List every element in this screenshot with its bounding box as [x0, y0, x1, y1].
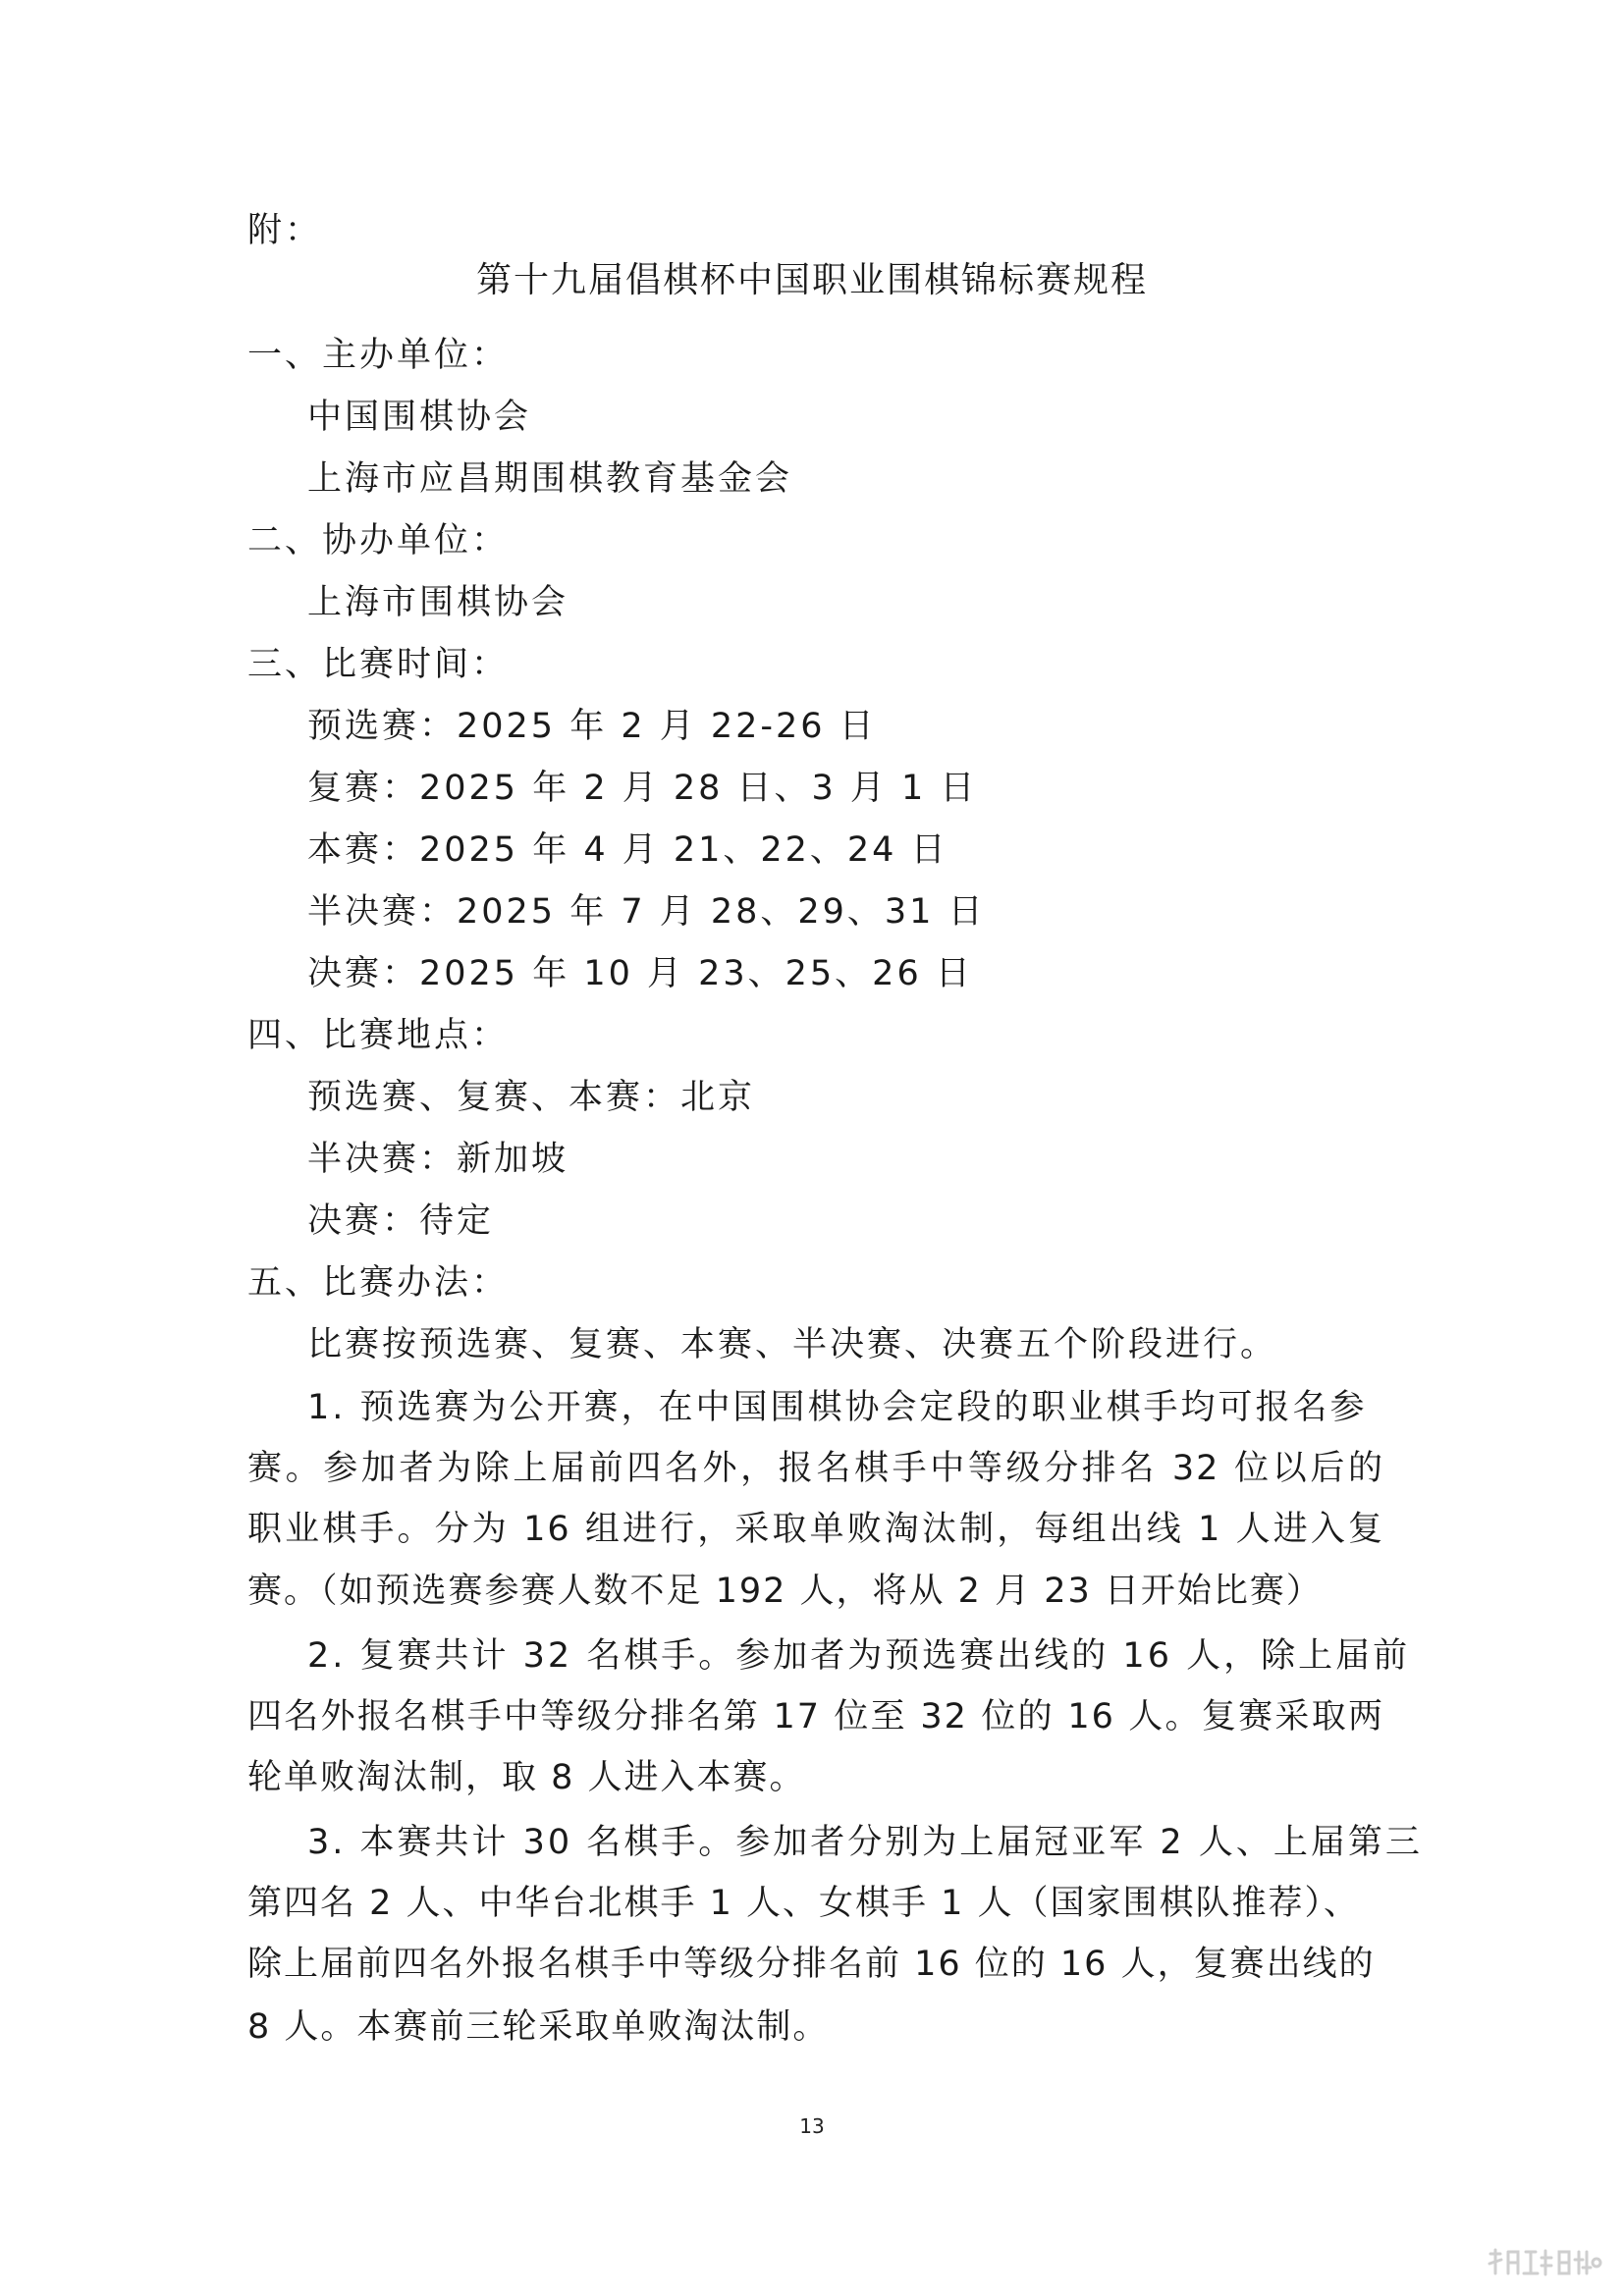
co-organizer-item: 上海市围棋协会 [307, 583, 569, 622]
method-p3-line: 第四名 2 人、中华台北棋手 1 人、女棋手 1 人（国家围棋队推荐）、 [247, 1884, 1361, 1923]
time-item: 本赛：2025 年 4 月 21、22、24 日 [307, 830, 948, 870]
organizer-item: 上海市应昌期围棋教育基金会 [307, 459, 793, 499]
page-number: 13 [799, 2114, 825, 2138]
method-p3-line: 3. 本赛共计 30 名棋手。参加者分别为上届冠亚军 2 人、上届第三 [307, 1823, 1423, 1862]
method-p2-line: 轮单败淘汰制，取 8 人进入本赛。 [247, 1758, 806, 1797]
section-co-organizer-heading: 二、协办单位： [247, 521, 510, 561]
method-p2-line: 2. 复赛共计 32 名棋手。参加者为预选赛出线的 16 人，除上届前 [307, 1636, 1411, 1676]
watermark-icon [1485, 2246, 1602, 2279]
method-p3-line: 除上届前四名外报名棋手中等级分排名前 16 位的 16 人，复赛出线的 [247, 1945, 1376, 1984]
method-p3-line: 8 人。本赛前三轮采取单败淘汰制。 [247, 2007, 830, 2047]
document-title: 第十九届倡棋杯中国职业围棋锦标赛规程 [475, 260, 1148, 300]
venue-item: 决赛：待定 [307, 1201, 495, 1241]
venue-item: 预选赛、复赛、本赛：北京 [307, 1078, 756, 1117]
attachment-label: 附： [247, 211, 323, 250]
method-p1-line: 赛。参加者为除上届前四名外，报名棋手中等级分排名 32 位以后的 [247, 1449, 1384, 1488]
section-time-heading: 三、比赛时间： [247, 645, 510, 684]
time-item: 复赛：2025 年 2 月 28 日、3 月 1 日 [307, 769, 978, 808]
time-item: 半决赛：2025 年 7 月 28、29、31 日 [307, 892, 986, 932]
method-p1-line: 1. 预选赛为公开赛，在中国围棋协会定段的职业棋手均可报名参 [307, 1388, 1368, 1427]
method-p1-line: 赛。（如预选赛参赛人数不足 192 人，将从 2 月 23 日开始比赛） [247, 1572, 1323, 1611]
section-venue-heading: 四、比赛地点： [247, 1016, 510, 1055]
section-method-heading: 五、比赛办法： [247, 1263, 510, 1303]
time-item: 决赛：2025 年 10 月 23、25、26 日 [307, 954, 973, 993]
section-organizer-heading: 一、主办单位： [247, 336, 510, 375]
time-item: 预选赛：2025 年 2 月 22-26 日 [307, 707, 877, 746]
method-intro: 比赛按预选赛、复赛、本赛、半决赛、决赛五个阶段进行。 [307, 1325, 1278, 1364]
method-p2-line: 四名外报名棋手中等级分排名第 17 位至 32 位的 16 人。复赛采取两 [247, 1697, 1384, 1736]
organizer-item: 中国围棋协会 [307, 398, 532, 437]
venue-item: 半决赛：新加坡 [307, 1140, 569, 1179]
method-p1-line: 职业棋手。分为 16 组进行，采取单败淘汰制，每组出线 1 人进入复 [247, 1510, 1384, 1549]
